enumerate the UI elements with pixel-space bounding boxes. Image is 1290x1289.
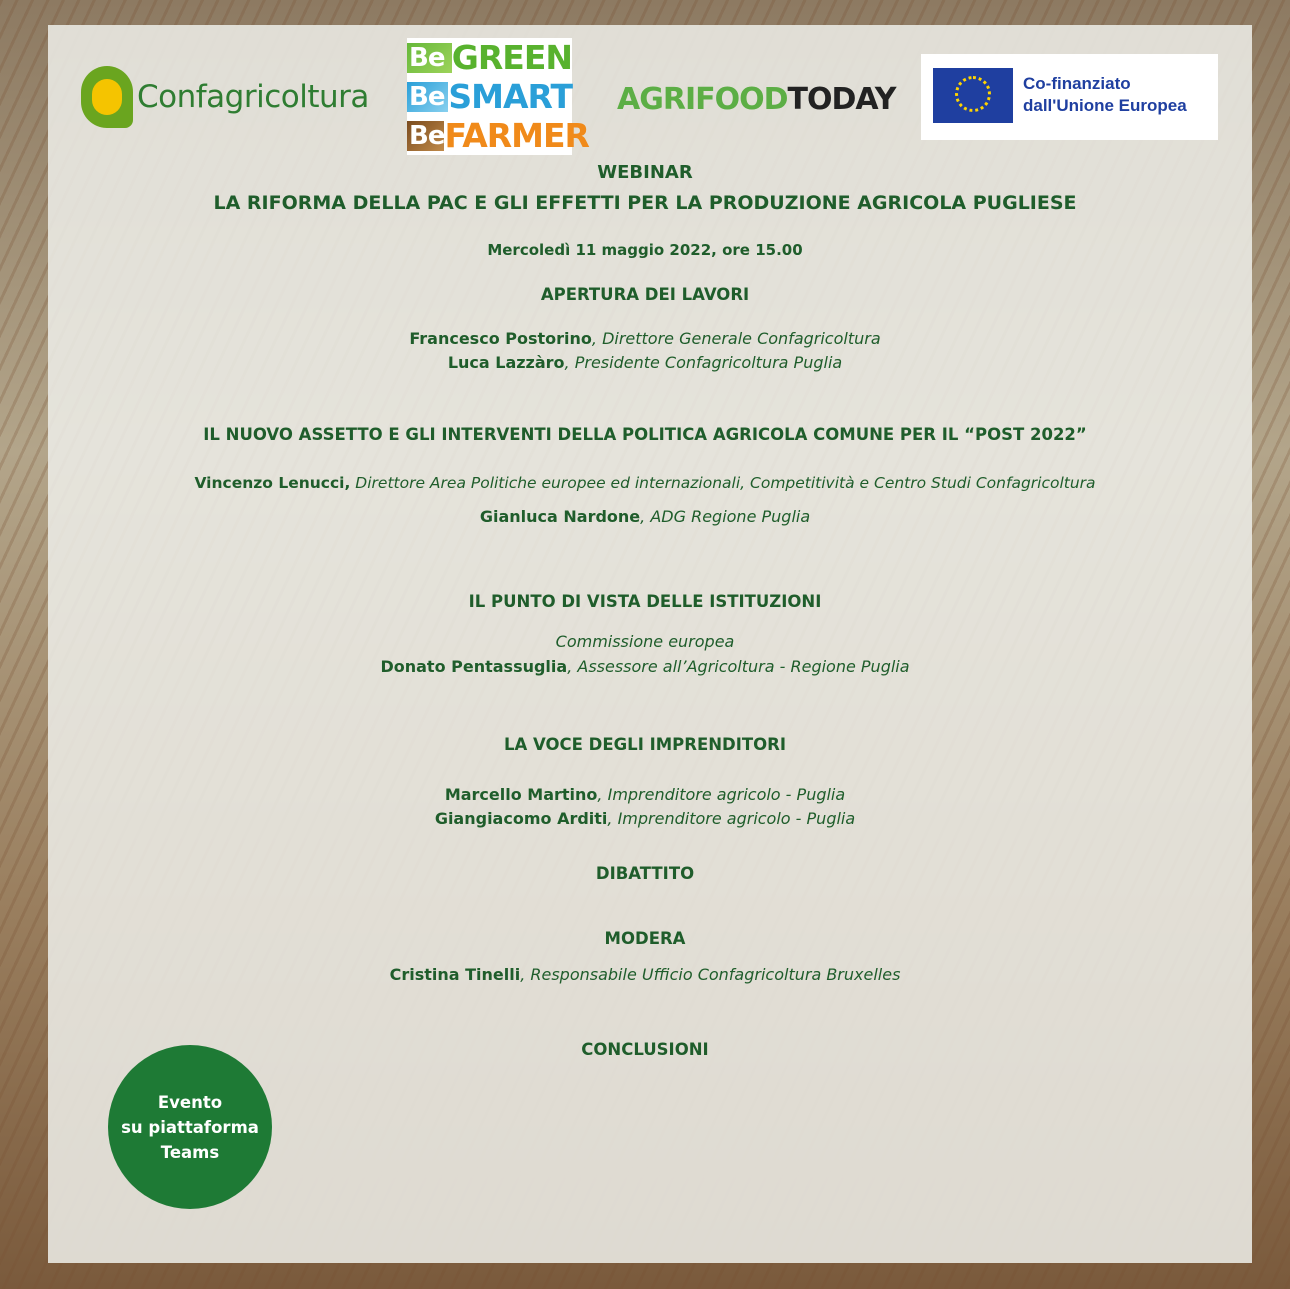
section-title-conclusioni: CONCLUSIONI	[581, 1040, 709, 1059]
eu-cofinanced-logo: Co-finanziato dall'Unione Europea	[921, 54, 1218, 140]
speaker-line: Marcello Martino, Imprenditore agricolo - Puglia	[444, 785, 846, 804]
speaker-line: Donato Pentassuglia, Assessore all’Agricoltura - Regione Puglia	[380, 657, 910, 676]
section-title-imprenditori: LA VOCE DEGLI IMPRENDITORI	[504, 735, 786, 754]
institution-note: Commissione europea	[555, 632, 735, 651]
speaker-line: Francesco Postorino, Direttore Generale Confagricoltura	[409, 329, 881, 348]
wheat-icon	[81, 66, 133, 128]
section-title-apertura: APERTURA DEI LAVORI	[540, 285, 750, 304]
begreen-word: GREEN	[451, 38, 572, 77]
page-title: LA RIFORMA DELLA PAC E GLI EFFETTI PER LA PRODUZIONE AGRICOLA PUGLIESE	[213, 192, 1077, 214]
eu-flag-icon	[933, 68, 1013, 123]
speaker-line: Giangiacomo Arditi, Imprenditore agricolo - Puglia	[434, 809, 856, 828]
speaker-line: Gianluca Nardone, ADG Regione Puglia	[479, 507, 811, 526]
agrifoodtoday-logo: AGRIFOODTODAY	[617, 82, 896, 117]
confagricoltura-logo	[81, 66, 369, 128]
section-title-nuovo-assetto: IL NUOVO ASSETTO E GLI INTERVENTI DELLA POLITICA AGRICOLA COMUNE PER IL “POST 2022”	[203, 425, 1087, 444]
begreen-logo: Be GREEN Be SMART Be FARMER	[409, 38, 589, 155]
speaker-line: Vincenzo Lenucci, Direttore Area Politiche europee ed internazionali, Competitività e Centro Studi Confagricoltura	[194, 474, 1096, 492]
besmart-word: SMART	[448, 77, 572, 116]
section-title-modera: MODERA	[604, 929, 686, 948]
section-title-istituzioni: IL PUNTO DI VISTA DELLE ISTITUZIONI	[468, 592, 822, 611]
befarmer-word: FARMER	[444, 116, 589, 155]
section-title-dibattito: DIBATTITO	[595, 864, 695, 883]
confagricoltura-wordmark: Confagricoltura	[137, 79, 369, 115]
teams-event-badge: Evento su piattaforma Teams	[108, 1045, 272, 1209]
speaker-line: Cristina Tinelli, Responsabile Ufficio Confagricoltura Bruxelles	[389, 965, 901, 984]
event-date: Mercoledì 11 maggio 2022, ore 15.00	[487, 241, 803, 259]
speaker-line: Luca Lazzàro, Presidente Confagricoltura Puglia	[447, 353, 843, 372]
webinar-label: WEBINAR	[597, 162, 693, 183]
